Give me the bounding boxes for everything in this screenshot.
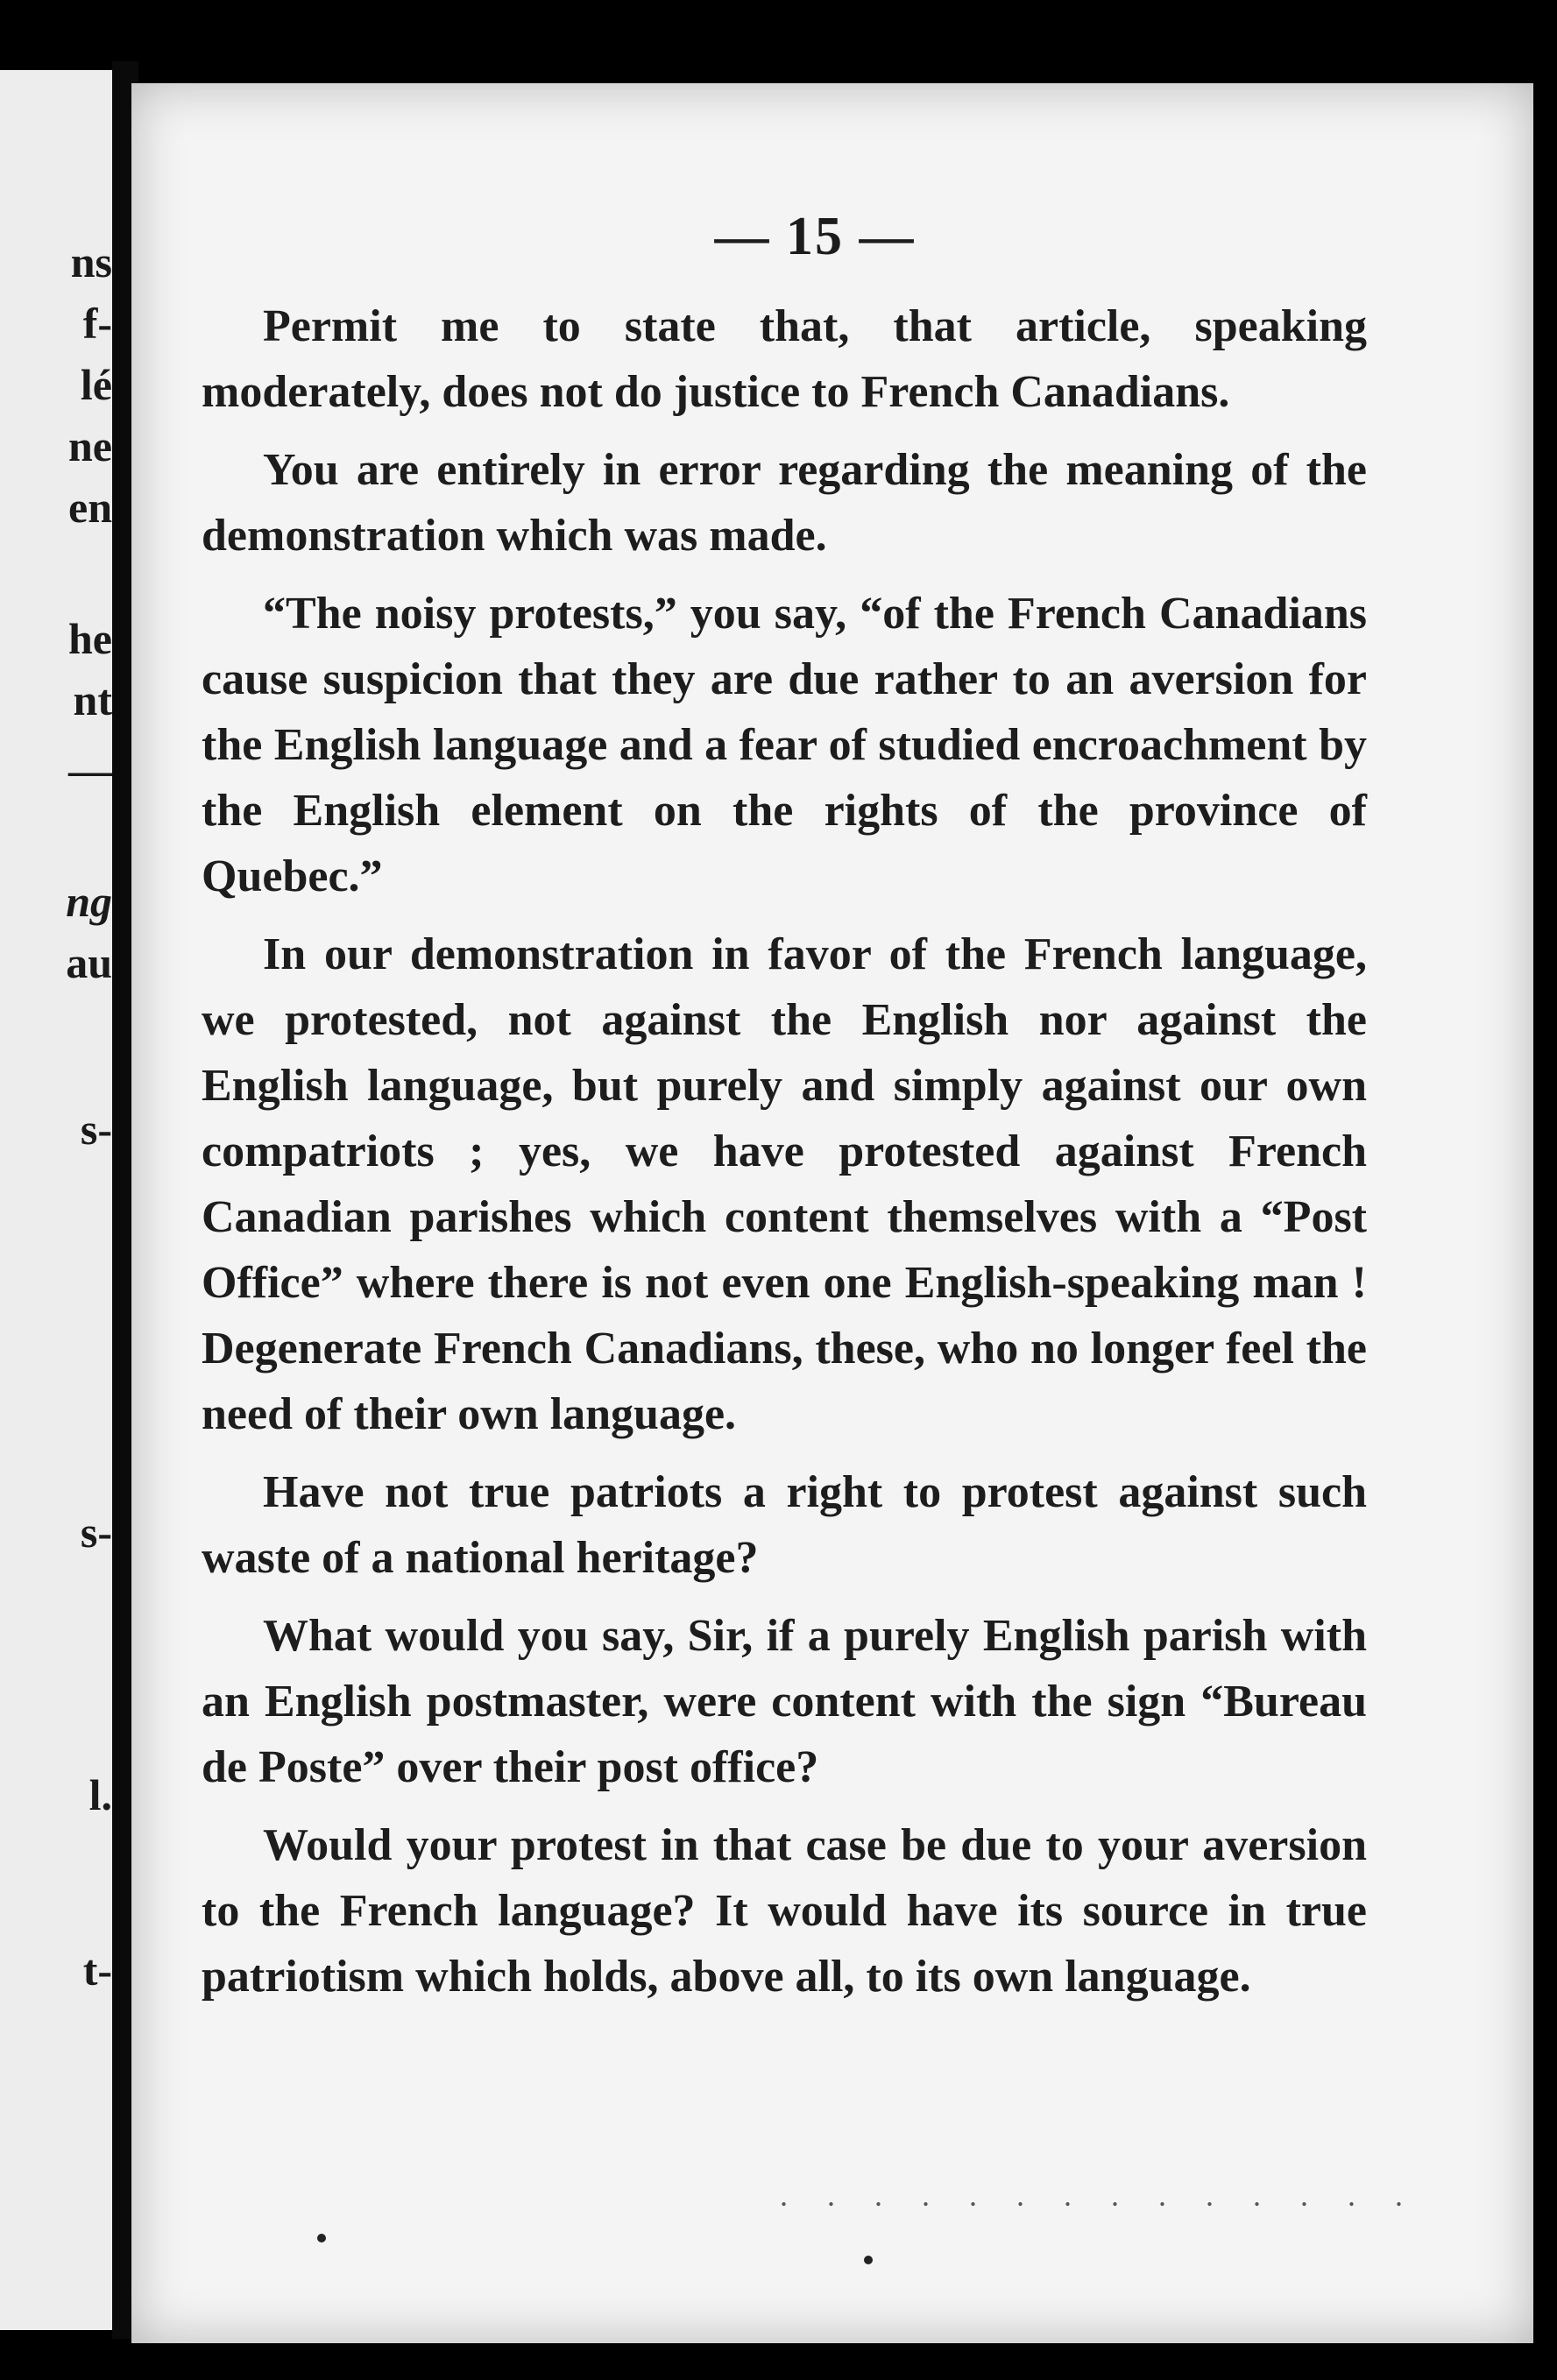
left-page-fragment: he bbox=[68, 614, 112, 663]
left-page-fragment: t- bbox=[82, 1946, 112, 1995]
left-page-fragment: nt bbox=[73, 675, 112, 724]
body-text bbox=[202, 293, 1367, 2022]
paragraph: What would you say, Sir, if a purely English parish with an English postmaster, were content with the sign “Bureau de Poste” over their post office? bbox=[202, 1611, 1367, 1792]
paragraph: Permit me to state that, that article, speaking moderately, does not do justice to French Canadians. bbox=[202, 301, 1367, 417]
book-page bbox=[131, 83, 1533, 2343]
speck bbox=[317, 2234, 326, 2242]
paragraph: Would your protest in that case be due to your aversion to the French language? It would have its source in true patriotism which holds, above all, to its own language. bbox=[202, 1820, 1367, 2002]
left-page-fragment: s- bbox=[80, 1508, 112, 1557]
left-page-fragment: ns bbox=[70, 237, 112, 286]
trailing-dots: . . . . . . . . . . . . . . bbox=[780, 2178, 1419, 2213]
left-page-fragment: f- bbox=[82, 299, 112, 348]
left-page-fragment: s- bbox=[80, 1105, 112, 1154]
paragraph: Have not true patriots a right to protest against such waste of a national heritage? bbox=[202, 1467, 1367, 1583]
left-page-fragment: au bbox=[66, 938, 112, 987]
speck bbox=[864, 2256, 873, 2264]
page-number: — 15 — bbox=[714, 207, 916, 266]
left-page-fragment: en bbox=[68, 483, 112, 532]
left-page-fragment: — bbox=[68, 745, 112, 795]
left-page-fragment: lé bbox=[80, 360, 112, 409]
left-page-fragment: ne bbox=[68, 421, 112, 470]
paragraph: You are entirely in error regarding the meaning of the demonstration which was made. bbox=[202, 445, 1367, 561]
left-page-margin bbox=[0, 70, 112, 2330]
left-page-fragment: ng bbox=[66, 877, 112, 926]
paragraph: “The noisy protests,” you say, “of the French Canadians cause suspicion that they are due rather to an aversion for the English language and a fear of studied encroachment by the English element on the rights of the province of Quebec.” bbox=[202, 589, 1367, 901]
left-page-fragment: l. bbox=[88, 1770, 112, 1819]
paragraph: In our demonstration in favor of the French language, we protested, not against the English nor against the English language, but purely and simply against our own compatriots ; yes, we have protested against French Canadian parishes which content themselves with a “Post Office” where there is not even one English-speaking man ! Degenerate French Canadians, these, who no longer feel the need of their own language. bbox=[202, 929, 1367, 1439]
